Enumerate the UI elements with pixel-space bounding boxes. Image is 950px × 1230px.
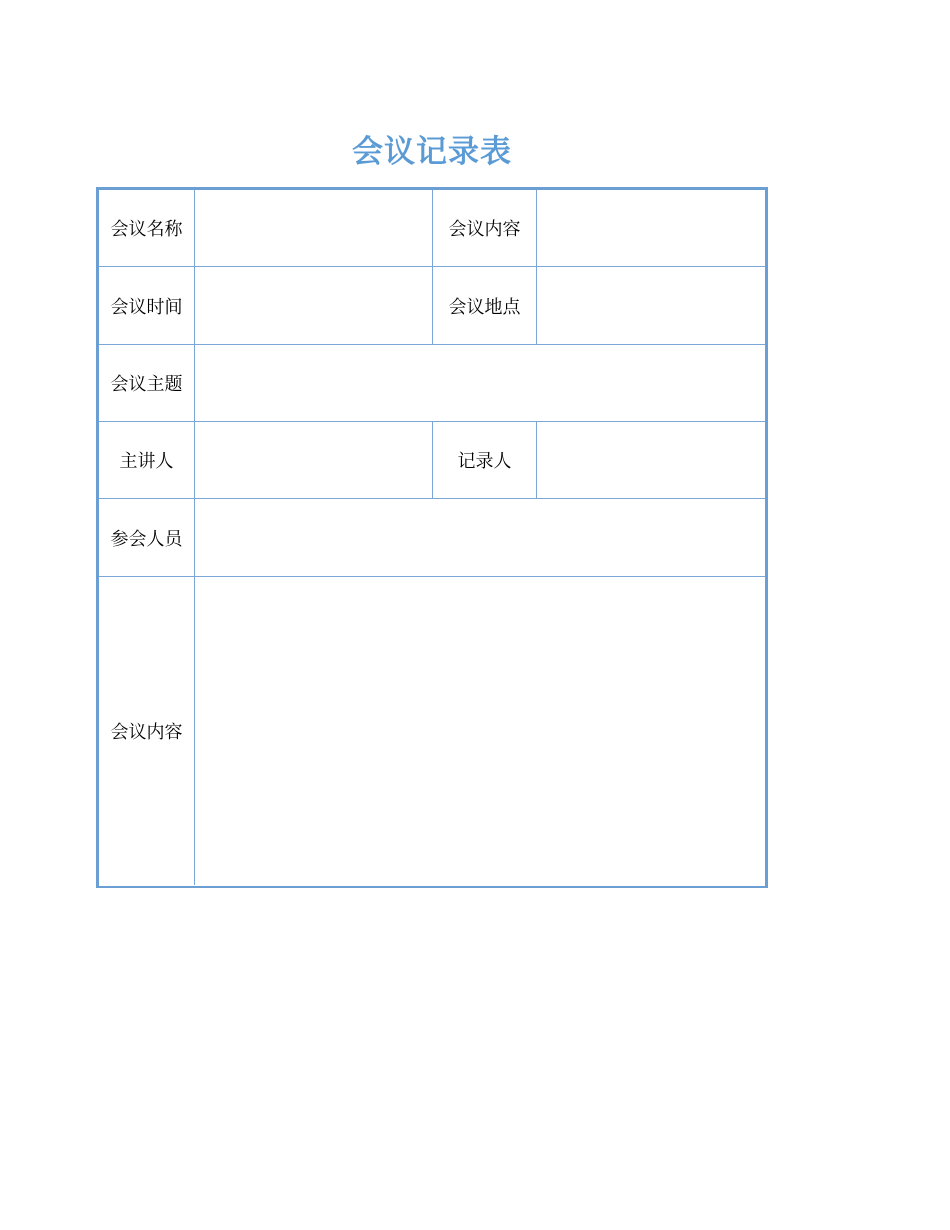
speaker-field[interactable] — [195, 422, 432, 498]
meeting-content-label-top: 会议内容 — [448, 219, 521, 240]
meeting-name-label: 会议名称 — [110, 219, 183, 240]
meeting-content-label: 会议内容 — [110, 722, 183, 743]
attendees-label: 参会人员 — [110, 528, 183, 550]
meeting-topic-label: 会议主题 — [110, 374, 183, 395]
meeting-location-field[interactable] — [537, 267, 765, 344]
meeting-content-field-top[interactable] — [537, 190, 765, 266]
attendees-field[interactable] — [195, 499, 765, 576]
recorder-label: 记录人 — [457, 451, 512, 472]
speaker-label: 主讲人 — [119, 451, 174, 472]
meeting-content-field[interactable] — [195, 577, 765, 885]
meeting-location-label: 会议地点 — [448, 296, 521, 318]
meeting-time-label: 会议时间 — [110, 296, 183, 318]
page-title: 会议记录表 — [352, 134, 512, 170]
meeting-topic-field[interactable] — [195, 345, 765, 421]
meeting-name-field[interactable] — [195, 190, 432, 266]
recorder-field[interactable] — [537, 422, 765, 498]
meeting-time-field[interactable] — [195, 267, 432, 344]
